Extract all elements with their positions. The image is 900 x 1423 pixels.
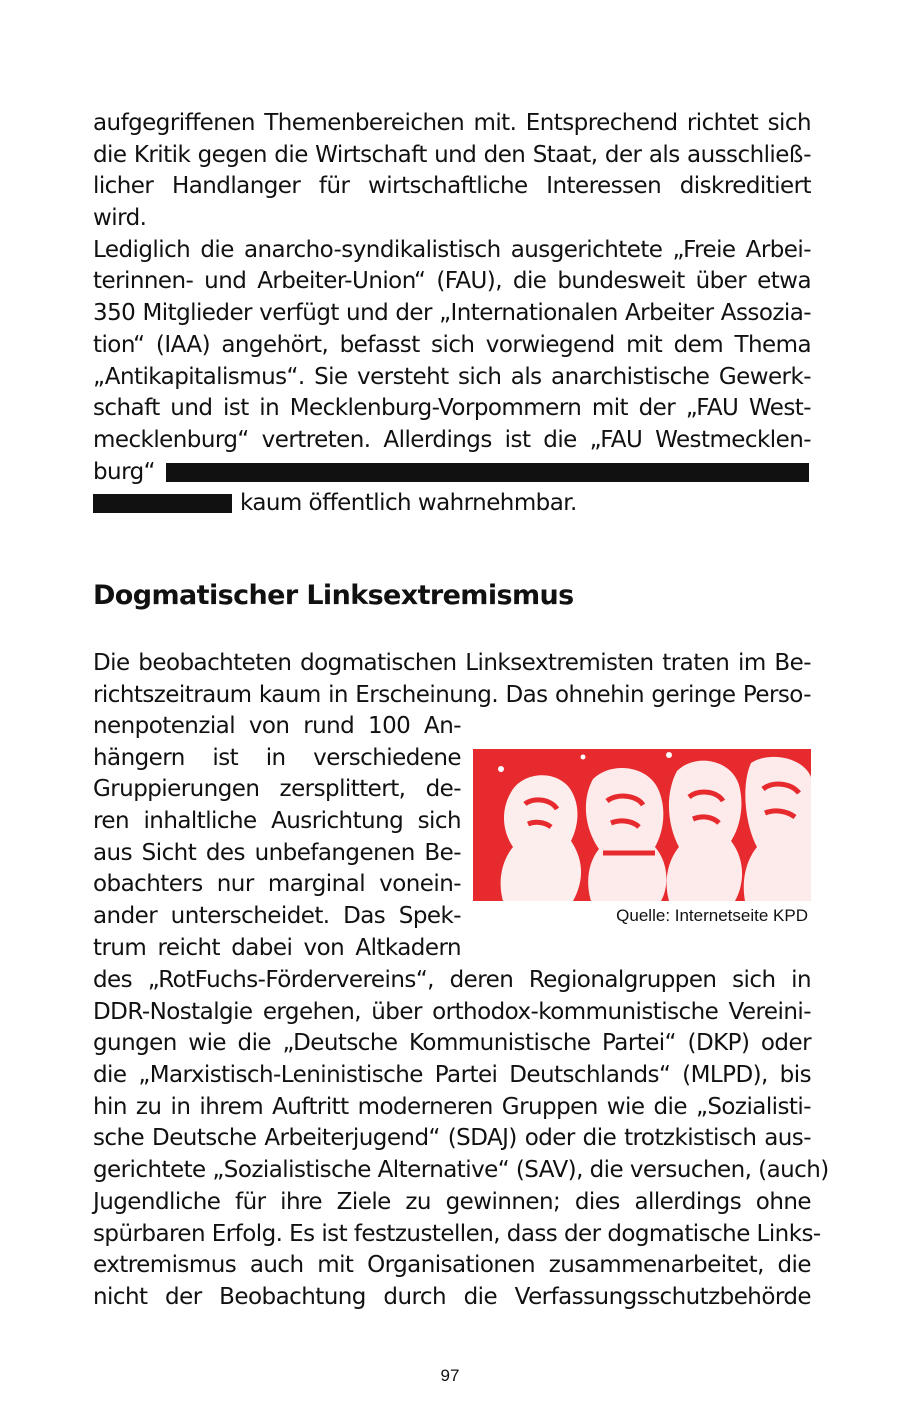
text-line: licher Handlanger für wirtschaftliche Interessen diskreditiert	[93, 173, 811, 200]
text-fragment: kaum öffentlich wahrnehmbar.	[240, 490, 577, 517]
text-line: Jugendliche für ihre Ziele zu gewinnen; dies allerdings ohne	[93, 1188, 811, 1215]
page-number: 97	[440, 1366, 460, 1385]
portrait-silhouettes-graphic	[473, 749, 811, 901]
section-text-top	[93, 648, 811, 711]
text-line: gungen wie die „Deutsche Kommunistische Partei“ (DKP) oder	[93, 1030, 811, 1057]
text-line: hängern ist in verschiedene	[93, 744, 461, 771]
text-line: aus Sicht des unbefangenen Be-	[93, 839, 461, 866]
text-line: wird.	[93, 205, 147, 232]
text-line: Gruppierungen zersplittert, de-	[93, 776, 461, 803]
text-line: Lediglich die anarcho-syndikalistisch ausgerichtete „Freie Arbei-	[93, 236, 811, 263]
text-line: trum reicht dabei von Altkadern	[93, 934, 461, 961]
text-line: obachters nur marginal vonein-	[93, 871, 461, 898]
text-line: des „RotFuchs-Fördervereins“, deren Regionalgruppen sich in	[93, 967, 811, 993]
text-line: spürbaren Erfolg. Es ist festzustellen, dass der dogmatische Links-	[93, 1220, 821, 1247]
section-text-column	[93, 711, 461, 965]
text-line: sche Deutsche Arbeiterjugend“ (SDAJ) oder die trotzkistisch aus-	[93, 1125, 811, 1152]
text-line: tion“ (IAA) angehört, befasst sich vorwiegend mit dem Thema	[93, 331, 811, 358]
text-line: gerichtete „Sozialistische Alternative“ (SAV), die versuchen, (auch)	[93, 1157, 829, 1184]
section-heading: Dogmatischer Linksextremismus	[93, 580, 574, 611]
text-line: richtszeitraum kaum in Erscheinung. Das ohnehin geringe Perso-	[93, 681, 811, 708]
redaction-bar	[93, 494, 232, 513]
text-line: mecklenburg“ vertreten. Allerdings ist die „FAU Westmecklen-	[93, 426, 811, 453]
text-line: ren inhaltliche Ausrichtung sich	[93, 808, 461, 835]
text-fragment: burg“	[93, 458, 155, 485]
text-line: nicht der Beobachtung durch die Verfassungsschutzbehörde	[93, 1283, 811, 1310]
intro-text	[93, 108, 811, 520]
kpd-portraits-image	[473, 749, 811, 901]
text-line-redacted	[93, 488, 811, 520]
figure-caption: Quelle: Internetseite KPD	[616, 906, 808, 925]
text-line: ander unterscheidet. Das Spek-	[93, 903, 461, 930]
text-line: 350 Mitglieder verfügt und der „Internationalen Arbeiter Assozia-	[93, 300, 811, 327]
text-line: die „Marxistisch-Leninistische Partei Deutschlands“ (MLPD), bis	[93, 1062, 811, 1089]
text-line: Die beobachteten dogmatischen Linksextremisten traten im Be-	[93, 650, 811, 676]
text-line: DDR-Nostalgie ergehen, über orthodox-kommunistische Vereini-	[93, 998, 811, 1025]
text-line: aufgegriffenen Themenbereichen mit. Entsprechend richtet sich	[93, 110, 811, 136]
text-line: hin zu in ihrem Auftritt moderneren Gruppen wie die „Sozialisti-	[93, 1093, 811, 1120]
text-line: extremismus auch mit Organisationen zusammenarbeitet, die	[93, 1252, 811, 1279]
text-line: schaft und ist in Mecklenburg-Vorpommern mit der „FAU West-	[93, 395, 811, 422]
section-text-bottom	[93, 965, 829, 1314]
text-line-redacted	[93, 457, 811, 489]
redaction-bar	[166, 463, 809, 482]
text-line: die Kritik gegen die Wirtschaft und den Staat, der als ausschließ-	[93, 141, 811, 168]
text-line: terinnen- und Arbeiter-Union“ (FAU), die bundesweit über etwa	[93, 268, 811, 295]
text-line: „Antikapitalismus“. Sie versteht sich als anarchistische Gewerk-	[93, 363, 811, 390]
text-line: nenpotenzial von rund 100 An-	[93, 713, 461, 739]
